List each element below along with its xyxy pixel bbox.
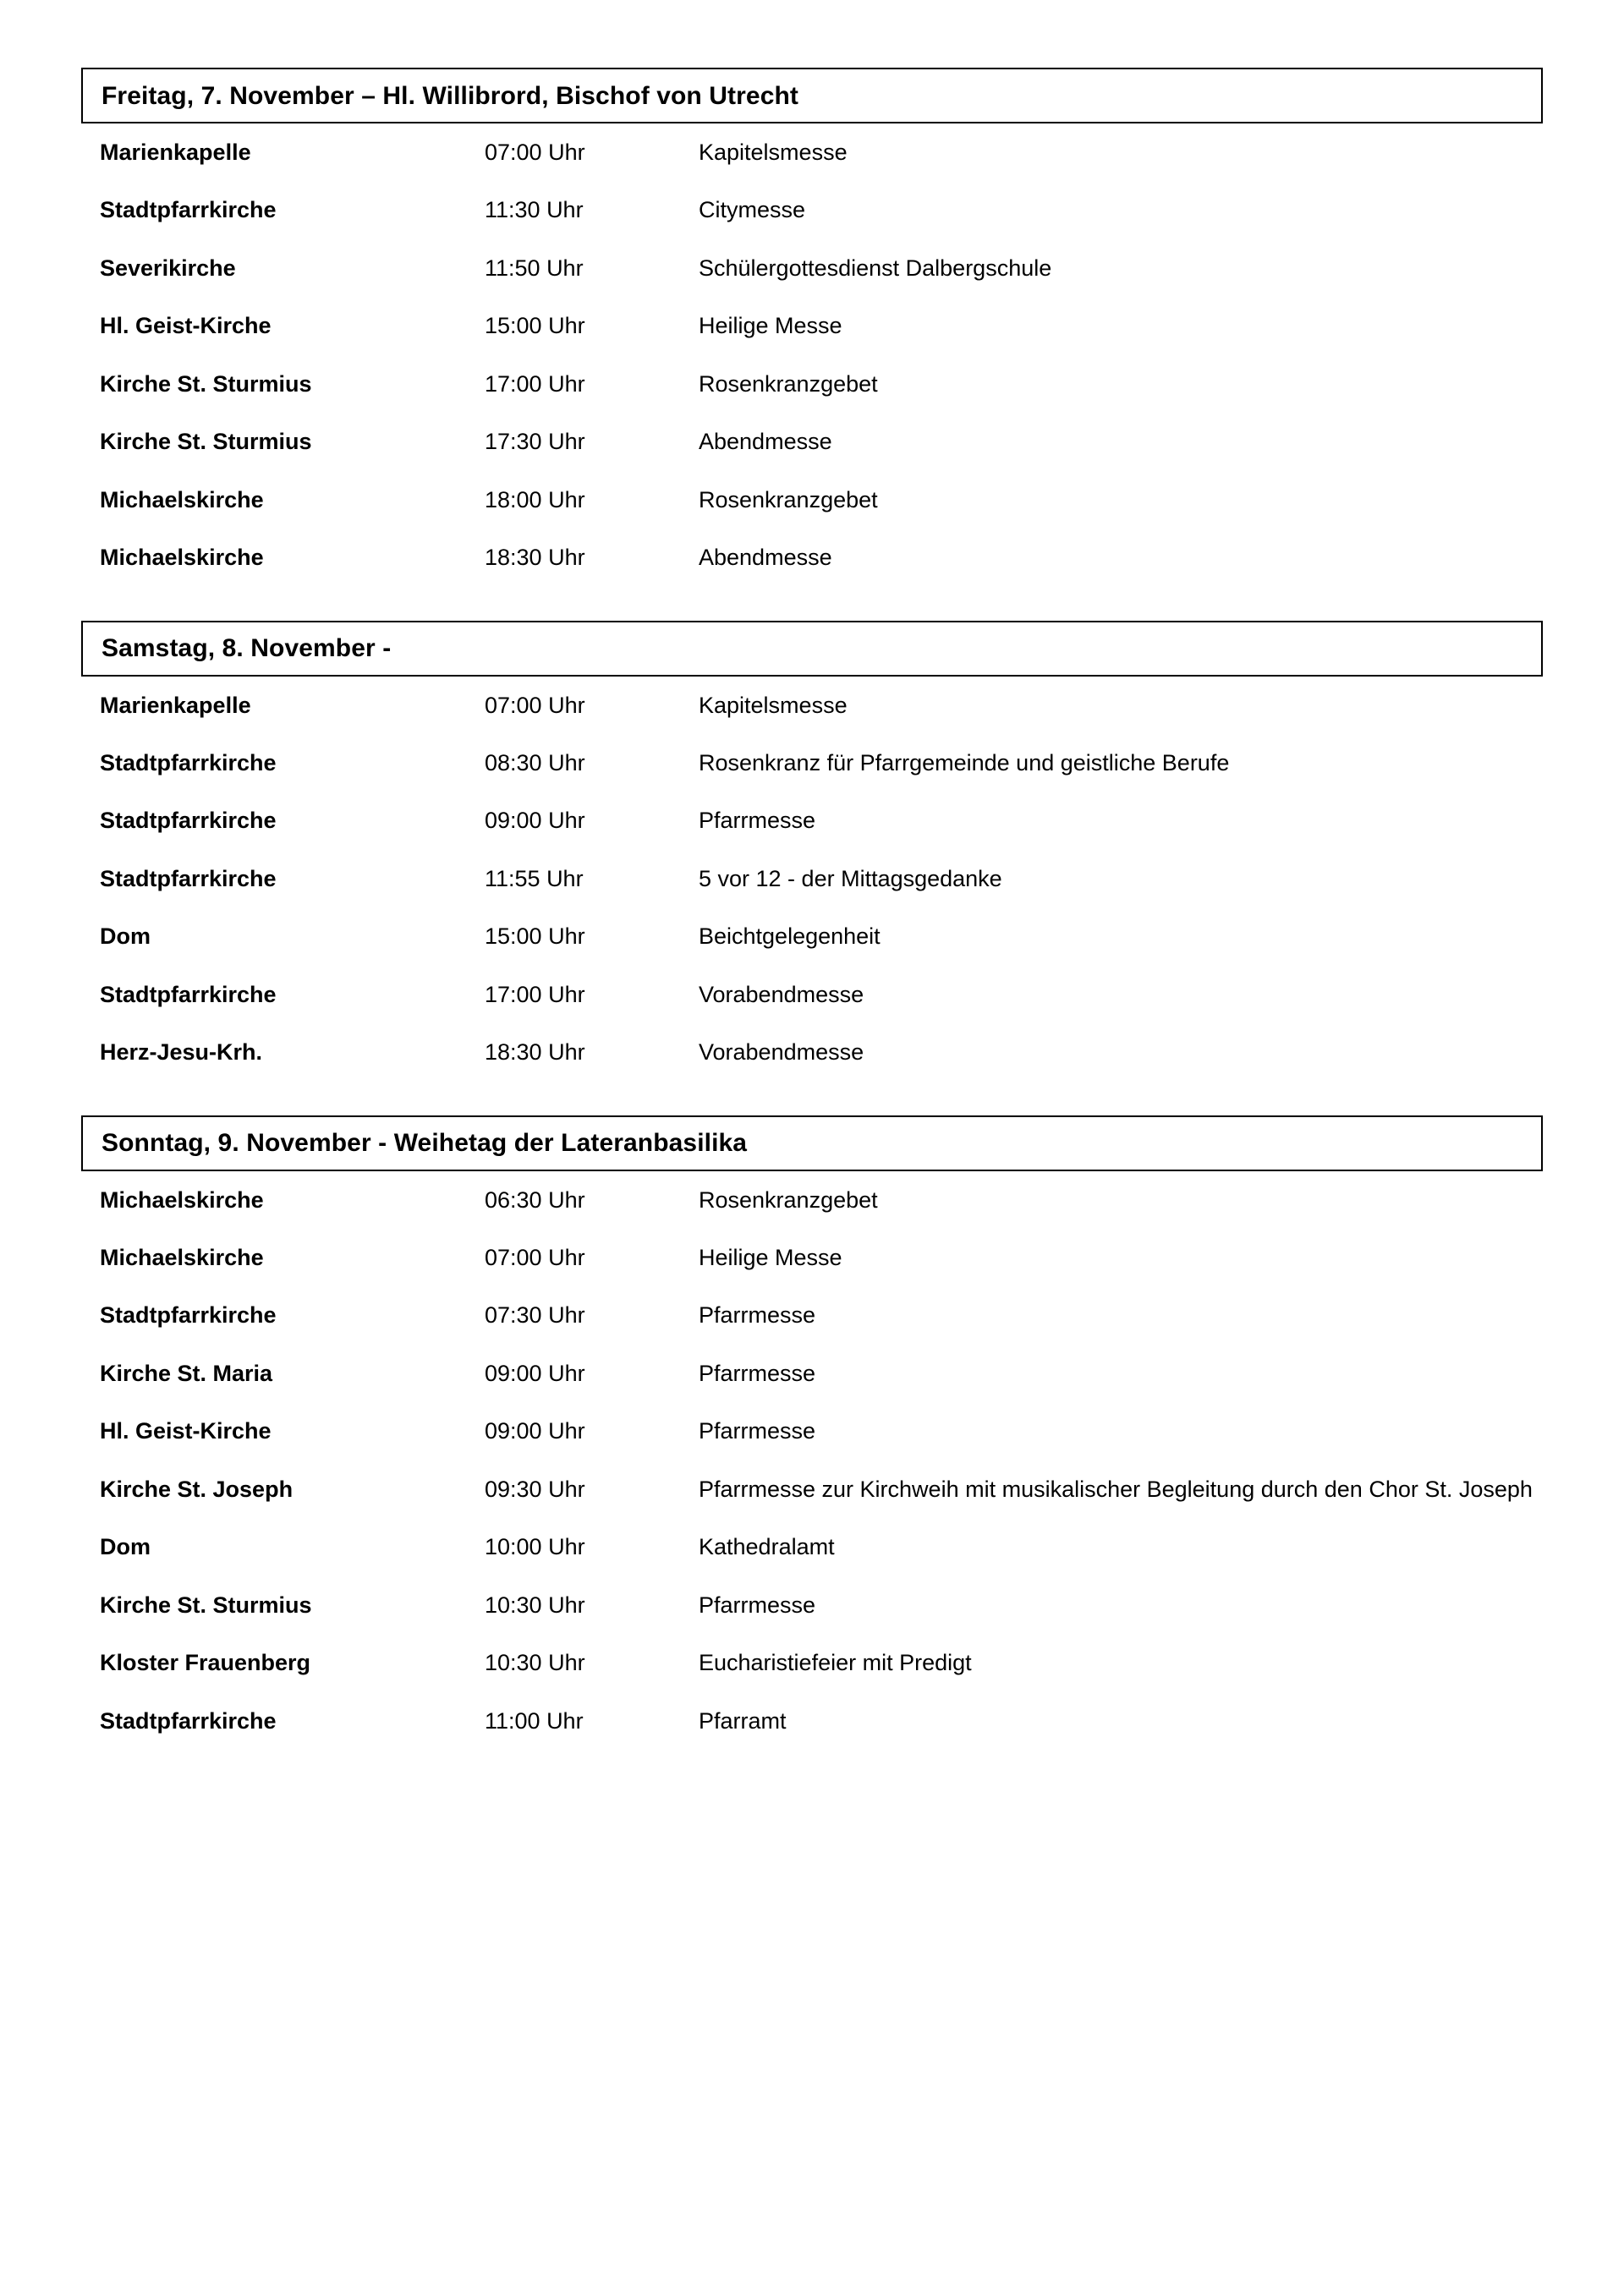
- service-location: Michaelskirche: [100, 1245, 264, 1270]
- service-description: Kathedralamt: [699, 1534, 835, 1560]
- service-description: Kapitelsmesse: [699, 692, 848, 718]
- service-time: 09:00 Uhr: [485, 1360, 585, 1386]
- service-location: Stadtpfarrkirche: [100, 981, 277, 1007]
- service-description: Pfarrmesse: [699, 1360, 816, 1386]
- service-time: 10:00 Uhr: [485, 1534, 585, 1560]
- service-row: [100, 485, 1543, 515]
- service-description: Rosenkranzgebet: [699, 370, 878, 397]
- service-row: [100, 1532, 1543, 1562]
- service-time: 10:30 Uhr: [485, 1650, 585, 1676]
- day-block: [81, 1115, 1543, 1736]
- day-header-title: Sonntag, 9. November - Weihetag der Lateranbasilika: [102, 1129, 748, 1158]
- service-time: 18:00 Uhr: [485, 486, 585, 512]
- service-description: Pfarramt: [699, 1707, 787, 1734]
- service-row: [100, 542, 1543, 573]
- service-description: Vorabendmesse: [699, 1039, 864, 1066]
- service-time: 11:00 Uhr: [485, 1707, 584, 1734]
- service-location: Michaelskirche: [100, 545, 264, 571]
- service-time: 11:55 Uhr: [485, 865, 584, 891]
- service-time: 09:30 Uhr: [485, 1476, 585, 1502]
- service-location: Stadtpfarrkirche: [100, 749, 277, 775]
- day-block: [81, 68, 1543, 573]
- service-location: Marienkapelle: [100, 140, 251, 165]
- service-row: [100, 253, 1543, 283]
- service-description: Pfarrmesse zur Kirchweih mit musikalischer Begleitung durch den Chor St. Joseph: [699, 1476, 1533, 1502]
- service-location: Stadtpfarrkirche: [100, 1707, 277, 1734]
- service-time: 07:00 Uhr: [485, 1245, 585, 1270]
- service-description: Abendmesse: [699, 429, 832, 455]
- service-location: Kirche St. Joseph: [100, 1476, 294, 1502]
- service-location: Marienkapelle: [100, 692, 251, 718]
- service-location: Stadtpfarrkirche: [100, 1302, 277, 1329]
- day-header-title: Samstag, 8. November -: [102, 634, 392, 662]
- day-block: [81, 621, 1543, 1068]
- service-row: [100, 137, 1543, 167]
- service-row: [100, 1242, 1543, 1273]
- service-location: Dom: [100, 1534, 151, 1560]
- service-description: 5 vor 12 - der Mittagsgedanke: [699, 865, 1002, 891]
- service-time: 07:00 Uhr: [485, 140, 585, 165]
- service-row: [100, 1416, 1543, 1446]
- section-spacer: [81, 589, 1543, 621]
- service-row: [100, 310, 1543, 341]
- service-row: [100, 979, 1543, 1010]
- service-list: [81, 1185, 1543, 1736]
- section-spacer: [81, 1083, 1543, 1115]
- service-row: [100, 369, 1543, 399]
- service-row: [100, 690, 1543, 721]
- service-location: Michaelskirche: [100, 486, 264, 512]
- service-location: Severikirche: [100, 255, 236, 281]
- service-row: [100, 1037, 1543, 1067]
- service-description: Abendmesse: [699, 545, 832, 571]
- service-time: 06:30 Uhr: [485, 1186, 585, 1213]
- service-location: Stadtpfarrkirche: [100, 197, 277, 223]
- service-time: 18:30 Uhr: [485, 545, 585, 571]
- service-time: 17:00 Uhr: [485, 981, 585, 1007]
- service-time: 09:00 Uhr: [485, 808, 585, 834]
- service-time: 11:30 Uhr: [485, 197, 584, 223]
- service-description: Rosenkranz für Pfarrgemeinde und geistliche Berufe: [699, 749, 1230, 775]
- service-row: [100, 1706, 1543, 1736]
- service-location: Kirche St. Sturmius: [100, 1592, 312, 1618]
- service-row: [100, 426, 1543, 457]
- service-row: [100, 1590, 1543, 1620]
- service-row: [100, 1474, 1543, 1504]
- service-row: [100, 921, 1543, 951]
- service-location: Kirche St. Maria: [100, 1360, 273, 1386]
- service-description: Vorabendmesse: [699, 981, 864, 1007]
- service-description: Citymesse: [699, 197, 806, 223]
- service-description: Heilige Messe: [699, 313, 842, 339]
- service-list: [81, 137, 1543, 573]
- service-time: 15:00 Uhr: [485, 923, 585, 950]
- service-description: Pfarrmesse: [699, 808, 816, 834]
- service-location: Dom: [100, 923, 151, 950]
- service-row: [100, 1185, 1543, 1215]
- service-time: 15:00 Uhr: [485, 313, 585, 339]
- service-location: Kirche St. Sturmius: [100, 429, 312, 455]
- service-description: Pfarrmesse: [699, 1302, 816, 1329]
- service-time: 17:30 Uhr: [485, 429, 585, 455]
- service-description: Beichtgelegenheit: [699, 923, 881, 950]
- service-row: [100, 1358, 1543, 1389]
- service-description: Pfarrmesse: [699, 1592, 816, 1618]
- day-header: [81, 621, 1543, 677]
- service-description: Heilige Messe: [699, 1245, 842, 1270]
- service-description: Schülergottesdienst Dalbergschule: [699, 255, 1052, 281]
- service-location: Stadtpfarrkirche: [100, 808, 277, 834]
- service-time: 09:00 Uhr: [485, 1418, 585, 1444]
- service-row: [100, 748, 1543, 778]
- service-location: Michaelskirche: [100, 1186, 264, 1213]
- service-location: Hl. Geist-Kirche: [100, 1418, 272, 1444]
- service-time: 18:30 Uhr: [485, 1039, 585, 1066]
- service-description: Kapitelsmesse: [699, 140, 848, 165]
- service-description: Eucharistiefeier mit Predigt: [699, 1650, 972, 1676]
- service-description: Rosenkranzgebet: [699, 1186, 878, 1213]
- service-time: 07:00 Uhr: [485, 692, 585, 718]
- service-time: 17:00 Uhr: [485, 370, 585, 397]
- service-description: Rosenkranzgebet: [699, 486, 878, 512]
- service-location: Kirche St. Sturmius: [100, 370, 312, 397]
- service-time: 10:30 Uhr: [485, 1592, 585, 1618]
- service-row: [100, 195, 1543, 225]
- service-location: Herz-Jesu-Krh.: [100, 1039, 263, 1066]
- service-time: 07:30 Uhr: [485, 1302, 585, 1329]
- service-row: [100, 805, 1543, 836]
- service-row: [100, 1647, 1543, 1678]
- service-location: Stadtpfarrkirche: [100, 865, 277, 891]
- day-header-title: Freitag, 7. November – Hl. Willibrord, Bischof von Utrecht: [102, 81, 799, 110]
- day-header: [81, 68, 1543, 123]
- service-location: Hl. Geist-Kirche: [100, 313, 272, 339]
- service-time: 11:50 Uhr: [485, 255, 584, 281]
- service-row: [100, 863, 1543, 894]
- service-row: [100, 1300, 1543, 1330]
- day-header: [81, 1115, 1543, 1171]
- service-list: [81, 690, 1543, 1068]
- service-location: Kloster Frauenberg: [100, 1650, 311, 1676]
- service-description: Pfarrmesse: [699, 1418, 816, 1444]
- service-time: 08:30 Uhr: [485, 749, 585, 775]
